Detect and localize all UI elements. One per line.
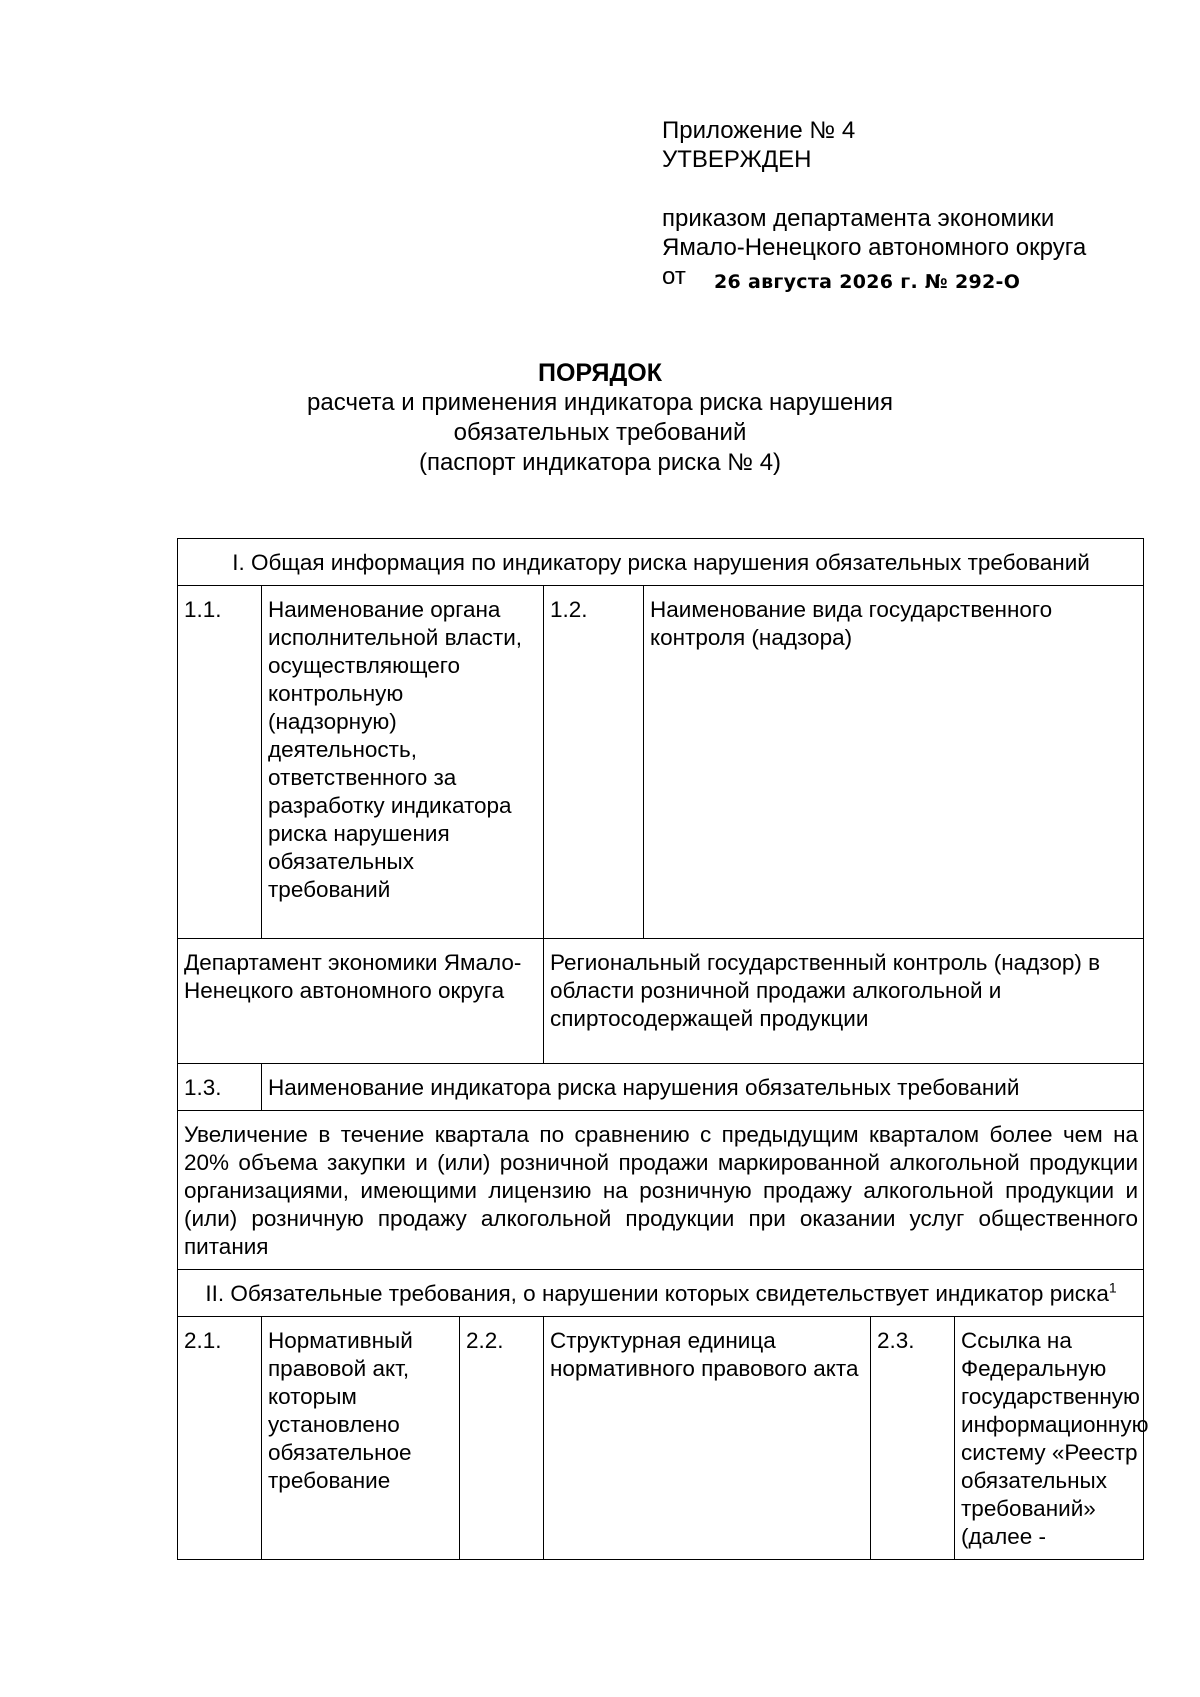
item-2-2-number: 2.2.: [460, 1317, 544, 1560]
item-1-3-label: Наименование индикатора риска нарушения обязательных требований: [262, 1064, 1144, 1111]
document-subtitle-line2: обязательных требований: [453, 419, 747, 446]
order-issuer: приказом департамента экономики: [662, 205, 1055, 232]
order-date-number: 26 августа 2026 г. № 292-О: [714, 271, 1021, 293]
table-row: [178, 939, 1144, 1064]
document-subtitle-line1: расчета и применения индикатора риска нарушения: [307, 389, 893, 416]
item-1-3-number: 1.3.: [178, 1064, 262, 1111]
document-subtitle-line3: (паспорт индикатора риска № 4): [418, 449, 782, 476]
table-row: [178, 1064, 1144, 1111]
item-1-2-label: Наименование вида государственного контроля (надзора): [644, 586, 1144, 939]
table-row: [178, 1270, 1144, 1317]
footnote-mark: 1: [1108, 1279, 1117, 1296]
section-2-heading-text: II. Обязательные требования, о нарушении которых свидетельствует индикатор риска: [205, 1281, 1109, 1306]
table-row: [178, 539, 1144, 586]
appendix-number: Приложение № 4: [662, 117, 856, 144]
item-1-2-number: 1.2.: [544, 586, 644, 939]
item-1-3-value: Увеличение в течение квартала по сравнению с предыдущим кварталом более чем на 20% объема закупки и (или) розничной продажи маркированной алкогольной продукции организациями, имеющими лицензию на розничную продажу алкогольной продукции и (или) розничную продажу алкогольной продукции при оказании услуг общественного питания: [178, 1111, 1144, 1270]
item-1-1-number: 1.1.: [178, 586, 262, 939]
approved-stamp: УТВЕРЖДЕН: [662, 146, 812, 173]
item-2-1-label: Нормативный правовой акт, которым установлено обязательное требование: [262, 1317, 460, 1560]
order-issuer-region: Ямало-Ненецкого автономного округа: [662, 234, 1087, 261]
item-2-2-label: Структурная единица нормативного правового акта: [544, 1317, 871, 1560]
item-2-3-label: Ссылка на Федеральную государственную информационную систему «Реестр обязательных требований» (далее -: [955, 1317, 1144, 1560]
document-title-block: [0, 358, 1200, 478]
from-label: от: [662, 263, 686, 290]
table-row: [178, 1317, 1144, 1560]
item-1-2-value: Региональный государственный контроль (надзор) в области розничной продажи алкогольной и спиртосодержащей продукции: [544, 939, 1144, 1064]
order-date-line: [662, 262, 1142, 291]
table-row: [178, 1111, 1144, 1270]
approval-block: [662, 116, 1142, 291]
item-1-1-value: Департамент экономики Ямало-Ненецкого автономного округа: [178, 939, 544, 1064]
item-1-1-label: Наименование органа исполнительной власти, осуществляющего контрольную (надзорную) деятельность, ответственного за разработку индикатора риска нарушения обязательных требований: [262, 586, 544, 939]
item-2-1-number: 2.1.: [178, 1317, 262, 1560]
section-1-heading: I. Общая информация по индикатору риска нарушения обязательных требований: [178, 539, 1144, 586]
risk-indicator-passport-table: [177, 538, 1149, 1560]
item-2-3-number: 2.3.: [871, 1317, 955, 1560]
section-2-heading: [178, 1270, 1144, 1317]
document-title: ПОРЯДОК: [538, 359, 662, 387]
table-row: [178, 586, 1144, 939]
